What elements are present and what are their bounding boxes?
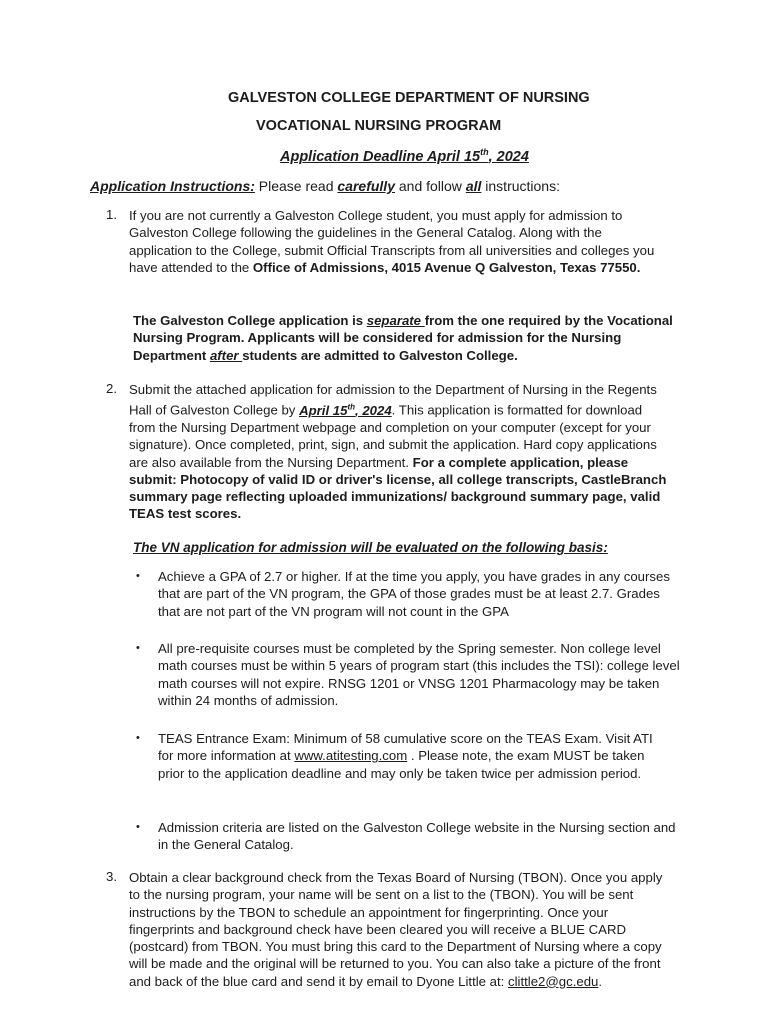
- department-heading: GALVESTON COLLEGE DEPARTMENT OF NURSING: [228, 90, 590, 106]
- bullet-4-text: Admission criteria are listed on the Galveston College website in the Nursing section and in the General Catalog.: [158, 820, 676, 853]
- email-link[interactable]: clittle2@gc.edu: [508, 973, 599, 989]
- bullet-1-marker: •: [136, 570, 140, 582]
- bullet-2-marker: •: [136, 642, 140, 654]
- item-1-number: 1.: [106, 207, 117, 222]
- item-2-number: 2.: [106, 381, 117, 396]
- deadline-heading: Application Deadline April 15th, 2024: [280, 147, 529, 165]
- bullet-1-text: Achieve a GPA of 2.7 or higher. If at the time you apply, you have grades in any courses that are part of the VN program, the GPA of those grades must be at least 2.7. Grades that are not part of the VN program will not count in the GPA: [158, 569, 670, 619]
- bullet-3-text: TEAS Entrance Exam: Minimum of 58 cumulative score on the TEAS Exam. Visit ATI for more information at www.atitesting.com . Please note, the exam MUST be taken prior to the application deadline and may only be taken twice per admission period.: [158, 731, 653, 781]
- bullet-3-marker: •: [136, 732, 140, 744]
- item-3-number: 3.: [106, 869, 117, 884]
- item-1-note: The Galveston College application is separate from the one required by the Vocational Nursing Program. Applicants will be considered for admission for the Nursing Department after students are admitted to Galveston College.: [133, 313, 673, 363]
- instructions-intro: Application Instructions: Please read carefully and follow all instructions:: [90, 178, 560, 194]
- item-1-text: If you are not currently a Galveston College student, you must apply for admission to Galveston College following the guidelines in the General Catalog. Along with the application to the College, submit Official Transcripts from all universities and colleges you have attended to the Office of Admissions, 4015 Avenue Q Galveston, Texas 77550.: [129, 208, 655, 275]
- program-heading: VOCATIONAL NURSING PROGRAM: [256, 118, 502, 134]
- item-3-text: Obtain a clear background check from the Texas Board of Nursing (TBON). Once you apply to the nursing program, your name will be sent on a list to the (TBON). You will be sent instructions by the TBON to schedule an appointment for fingerprinting. Once your fingerprints and background check have been cleared you will receive a BLUE CARD (postcard) from TBON. You must bring this card to the Department of Nursing where a copy will be made and the original will be returned to you. You can also take a picture of the front and back of the blue card and send it by email to Dyone Little at: clittle2@gc.edu.: [129, 870, 663, 989]
- evaluation-heading: The VN application for admission will be evaluated on the following basis:: [133, 540, 608, 555]
- atitesting-link[interactable]: www.atitesting.com: [294, 748, 408, 764]
- item-2-text: Submit the attached application for admission to the Department of Nursing in the Regents Hall of Galveston College by April 15th, 2024. This application is formatted for download from the Nursing Department webpage and completion on your computer (except for your signature). Once completed, print, sign, and submit the application. Hard copy applications are also available from the Nursing Department. For a complete application, please submit: Photocopy of valid ID or driver's license, all college transcripts, CastleBranch summary page reflecting uploaded immunizations/ background summary page, valid TEAS test scores.: [129, 382, 667, 522]
- bullet-4-marker: •: [136, 821, 140, 833]
- bullet-2-text: All pre-requisite courses must be completed by the Spring semester. Non college level math courses must be within 5 years of program start (this includes the TSI): college level math courses will not expire. RNSG 1201 or VNSG 1201 Pharmacology may be taken within 24 months of admission.: [158, 641, 680, 708]
- instructions-label: Application Instructions:: [90, 178, 255, 194]
